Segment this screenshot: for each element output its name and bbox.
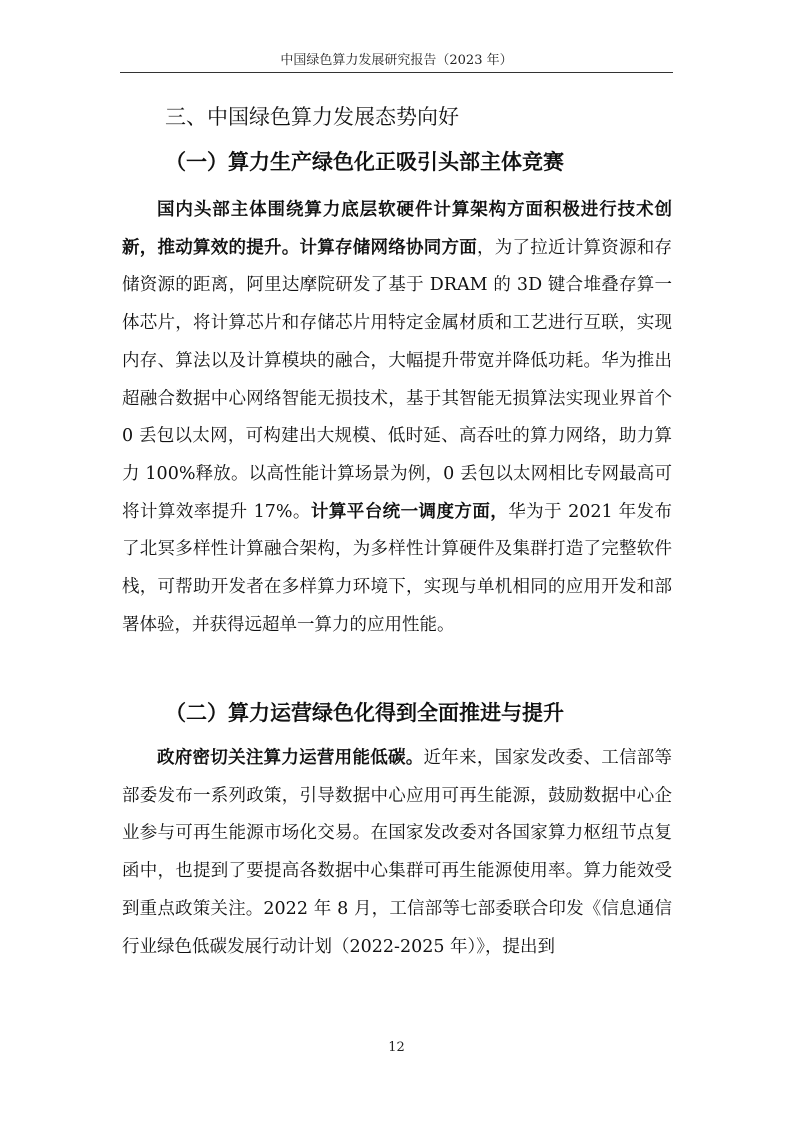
page-number: 12 bbox=[388, 1040, 405, 1055]
paragraph-1-lead: 国内头部主体围绕算力底层软硬件计算架构方面积极进行技术创新，推动算效的提升。 bbox=[122, 200, 672, 258]
paragraph-2-text: 近年来，国家发改委、工信部等部委发布一系列政策，引导数据中心应用可再生能源，鼓励数据中心企业参与可再生能源市场化交易。在国家发改委对各国家算力枢纽节点复函中，也提到了要提高各数据中心集群可再生能源使用率。算力能效受到重点政策关注。2022 年 8 月，工信部等七部委联合印发《信息通信行业绿色低碳发展行动计划（2022-2025 年）》，提出到 bbox=[122, 748, 673, 957]
subsection-heading-1: （一）算力生产绿色化正吸引头部主体竞赛 bbox=[165, 150, 564, 174]
subsection-heading-2: （二）算力运营绿色化得到全面推进与提升 bbox=[165, 701, 564, 725]
paragraph-1-point2-heading: 计算平台统一调度方面， bbox=[310, 501, 509, 522]
running-header: 中国绿色算力发展研究报告（2023 年） bbox=[280, 53, 513, 68]
section-heading: 三、中国绿色算力发展态势向好 bbox=[165, 105, 459, 129]
paragraph-1-point2-text: 华为于 2021 年发布了北冥多样性计算融合架构，为多样性计算硬件及集群打造了完整软件栈，可帮助开发者在多样算力环境下，实现与单机相同的应用开发和部署体验，并获得远超单一算力的应用性能。 bbox=[122, 501, 672, 635]
header-rule bbox=[120, 72, 673, 73]
paragraph-1 bbox=[122, 192, 672, 644]
paragraph-1-point1-text: ，为了拉近计算资源和存储资源的距离，阿里达摩院研发了基于 DRAM 的 3D 键合堆叠存算一体芯片，将计算芯片和存储芯片用特定金属材质和工艺进行互联，实现内存、算法以及计算模块的融合，大幅提升带宽并降低功耗。华为推出超融合数据中心网络智能无损技术，基于其智能无损算法实现业界首个 0 丢包以太网，可构建出大规模、低时延、高吞吐的算力网络，助力算力 100%释放。以高性能计算场景为例，0 丢包以太网相比专网最高可将计算效率提升 17%。 bbox=[122, 237, 672, 522]
paragraph-1-point1-heading: 计算存储网络协同方面 bbox=[299, 237, 477, 258]
paragraph-2-lead: 政府密切关注算力运营用能低碳。 bbox=[157, 748, 424, 768]
paragraph-2 bbox=[122, 740, 672, 966]
